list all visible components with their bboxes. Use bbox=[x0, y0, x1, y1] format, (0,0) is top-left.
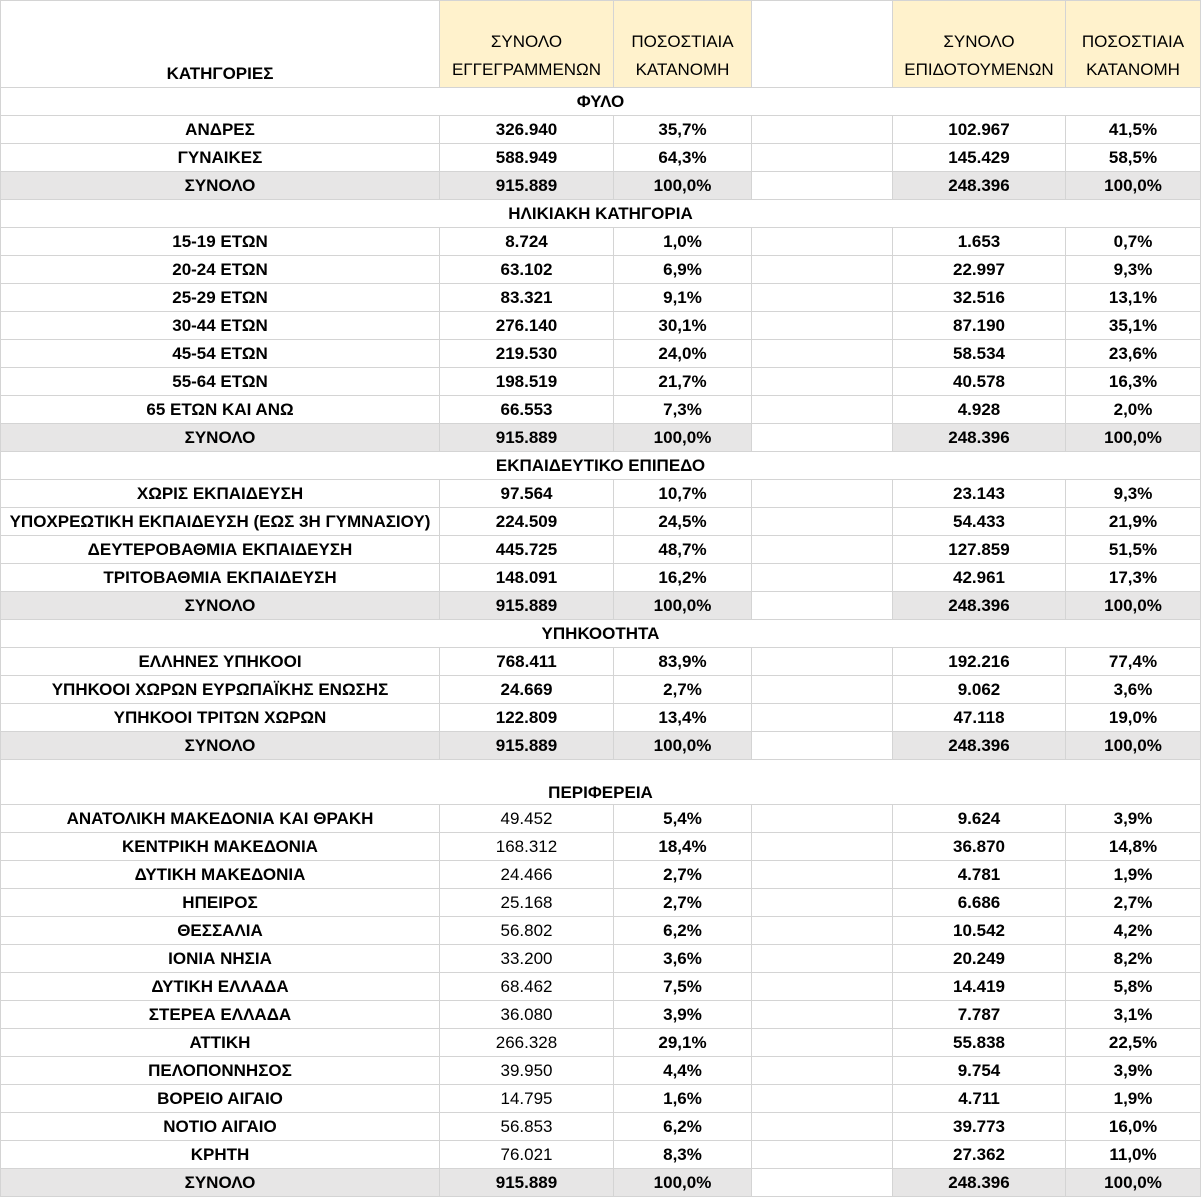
header-registered-total: ΣΥΝΟΛΟ ΕΓΓΕΓΡΑΜΜΕΝΩΝ bbox=[440, 1, 614, 88]
data-row bbox=[1, 805, 1201, 833]
data-row bbox=[1, 312, 1201, 340]
gap-cell bbox=[752, 1001, 893, 1029]
registered-count: 24.466 bbox=[440, 861, 614, 889]
subsidized-count: 55.838 bbox=[893, 1029, 1066, 1057]
row-label: ΔΥΤΙΚΗ ΕΛΛΑΔΑ bbox=[1, 973, 440, 1001]
subsidized-percent: 17,3% bbox=[1066, 564, 1201, 592]
subsidized-count: 145.429 bbox=[893, 144, 1066, 172]
gap-cell bbox=[752, 312, 893, 340]
data-row bbox=[1, 144, 1201, 172]
total-label: ΣΥΝΟΛΟ bbox=[1, 592, 440, 620]
registered-percent: 13,4% bbox=[614, 704, 752, 732]
registered-percent: 7,5% bbox=[614, 973, 752, 1001]
subsidized-percent: 58,5% bbox=[1066, 144, 1201, 172]
registered-percent: 7,3% bbox=[614, 396, 752, 424]
subsidized-percent: 77,4% bbox=[1066, 648, 1201, 676]
total-subsidized-percent: 100,0% bbox=[1066, 592, 1201, 620]
gap-cell bbox=[752, 368, 893, 396]
total-subsidized-percent: 100,0% bbox=[1066, 1169, 1201, 1197]
data-row bbox=[1, 564, 1201, 592]
row-label: ΘΕΣΣΑΛΙΑ bbox=[1, 917, 440, 945]
subsidized-percent: 14,8% bbox=[1066, 833, 1201, 861]
gap-cell bbox=[752, 805, 893, 833]
gap-cell bbox=[752, 1085, 893, 1113]
subsidized-count: 192.216 bbox=[893, 648, 1066, 676]
data-row bbox=[1, 648, 1201, 676]
subsidized-percent: 16,0% bbox=[1066, 1113, 1201, 1141]
registered-count: 49.452 bbox=[440, 805, 614, 833]
gap-cell bbox=[752, 1169, 893, 1197]
data-row bbox=[1, 1029, 1201, 1057]
subsidized-count: 4.781 bbox=[893, 861, 1066, 889]
section-title: ΥΠΗΚΟΟΤΗΤΑ bbox=[1, 620, 1201, 648]
registered-count: 588.949 bbox=[440, 144, 614, 172]
subsidized-count: 23.143 bbox=[893, 480, 1066, 508]
registered-percent: 83,9% bbox=[614, 648, 752, 676]
row-label: ΔΥΤΙΚΗ ΜΑΚΕΔΟΝΙΑ bbox=[1, 861, 440, 889]
registered-percent: 10,7% bbox=[614, 480, 752, 508]
total-subsidized-percent: 100,0% bbox=[1066, 424, 1201, 452]
data-row bbox=[1, 256, 1201, 284]
data-row bbox=[1, 1141, 1201, 1169]
total-label: ΣΥΝΟΛΟ bbox=[1, 424, 440, 452]
data-row bbox=[1, 340, 1201, 368]
subsidized-percent: 3,6% bbox=[1066, 676, 1201, 704]
registered-percent: 1,0% bbox=[614, 228, 752, 256]
row-label: ΒΟΡΕΙΟ ΑΙΓΑΙΟ bbox=[1, 1085, 440, 1113]
subsidized-count: 58.534 bbox=[893, 340, 1066, 368]
row-label: ΥΠΗΚΟΟΙ ΧΩΡΩΝ ΕΥΡΩΠΑΪΚΗΣ ΕΝΩΣΗΣ bbox=[1, 676, 440, 704]
registered-percent: 5,4% bbox=[614, 805, 752, 833]
subsidized-count: 9.754 bbox=[893, 1057, 1066, 1085]
gap-cell bbox=[752, 917, 893, 945]
data-row bbox=[1, 228, 1201, 256]
registered-percent: 1,6% bbox=[614, 1085, 752, 1113]
row-label: 45-54 ΕΤΩΝ bbox=[1, 340, 440, 368]
data-row bbox=[1, 1113, 1201, 1141]
subsidized-percent: 11,0% bbox=[1066, 1141, 1201, 1169]
registered-percent: 3,9% bbox=[614, 1001, 752, 1029]
subsidized-percent: 22,5% bbox=[1066, 1029, 1201, 1057]
total-row bbox=[1, 1169, 1201, 1197]
subsidized-count: 54.433 bbox=[893, 508, 1066, 536]
row-label: ΠΕΛΟΠΟΝΝΗΣΟΣ bbox=[1, 1057, 440, 1085]
registered-percent: 18,4% bbox=[614, 833, 752, 861]
subsidized-count: 102.967 bbox=[893, 116, 1066, 144]
row-label: ΑΝΑΤΟΛΙΚΗ ΜΑΚΕΔΟΝΙΑ ΚΑΙ ΘΡΑΚΗ bbox=[1, 805, 440, 833]
registered-count: 148.091 bbox=[440, 564, 614, 592]
total-row bbox=[1, 592, 1201, 620]
total-registered-percent: 100,0% bbox=[614, 732, 752, 760]
header-gap bbox=[752, 1, 893, 88]
subsidized-count: 9.062 bbox=[893, 676, 1066, 704]
row-label: 65 ΕΤΩΝ ΚΑΙ ΑΝΩ bbox=[1, 396, 440, 424]
row-label: ΑΝΔΡΕΣ bbox=[1, 116, 440, 144]
gap-cell bbox=[752, 732, 893, 760]
section-title: ΕΚΠΑΙΔΕΥΤΙΚΟ ΕΠΙΠΕΔΟ bbox=[1, 452, 1201, 480]
data-row bbox=[1, 396, 1201, 424]
data-row bbox=[1, 368, 1201, 396]
row-label: ΔΕΥΤΕΡΟΒΑΘΜΙΑ ΕΚΠΑΙΔΕΥΣΗ bbox=[1, 536, 440, 564]
subsidized-percent: 8,2% bbox=[1066, 945, 1201, 973]
subsidized-count: 40.578 bbox=[893, 368, 1066, 396]
subsidized-count: 20.249 bbox=[893, 945, 1066, 973]
data-row bbox=[1, 676, 1201, 704]
registered-percent: 48,7% bbox=[614, 536, 752, 564]
gap-cell bbox=[752, 116, 893, 144]
data-row bbox=[1, 116, 1201, 144]
data-row bbox=[1, 1001, 1201, 1029]
section-header-row bbox=[1, 760, 1201, 805]
registered-count: 56.853 bbox=[440, 1113, 614, 1141]
row-label: ΥΠΗΚΟΟΙ ΤΡΙΤΩΝ ΧΩΡΩΝ bbox=[1, 704, 440, 732]
subsidized-count: 1.653 bbox=[893, 228, 1066, 256]
subsidized-percent: 4,2% bbox=[1066, 917, 1201, 945]
row-label: 25-29 ΕΤΩΝ bbox=[1, 284, 440, 312]
gap-cell bbox=[752, 1113, 893, 1141]
total-registered-count: 915.889 bbox=[440, 172, 614, 200]
subsidized-count: 127.859 bbox=[893, 536, 1066, 564]
subsidized-count: 4.711 bbox=[893, 1085, 1066, 1113]
total-row bbox=[1, 732, 1201, 760]
data-row bbox=[1, 861, 1201, 889]
subsidized-percent: 51,5% bbox=[1066, 536, 1201, 564]
registered-percent: 24,0% bbox=[614, 340, 752, 368]
gap-cell bbox=[752, 508, 893, 536]
registered-count: 326.940 bbox=[440, 116, 614, 144]
row-label: ΑΤΤΙΚΗ bbox=[1, 1029, 440, 1057]
row-label: ΥΠΟΧΡΕΩΤΙΚΗ ΕΚΠΑΙΔΕΥΣΗ (ΕΩΣ 3Η ΓΥΜΝΑΣΙΟΥ) bbox=[1, 508, 440, 536]
gap-cell bbox=[752, 889, 893, 917]
gap-cell bbox=[752, 704, 893, 732]
registered-percent: 6,2% bbox=[614, 917, 752, 945]
row-label: ΤΡΙΤΟΒΑΘΜΙΑ ΕΚΠΑΙΔΕΥΣΗ bbox=[1, 564, 440, 592]
total-subsidized-count: 248.396 bbox=[893, 592, 1066, 620]
subsidized-count: 10.542 bbox=[893, 917, 1066, 945]
total-registered-percent: 100,0% bbox=[614, 1169, 752, 1197]
data-row bbox=[1, 1057, 1201, 1085]
section-header-row bbox=[1, 452, 1201, 480]
gap-cell bbox=[752, 144, 893, 172]
registered-count: 276.140 bbox=[440, 312, 614, 340]
subsidized-count: 7.787 bbox=[893, 1001, 1066, 1029]
registered-count: 219.530 bbox=[440, 340, 614, 368]
total-subsidized-count: 248.396 bbox=[893, 424, 1066, 452]
registered-count: 83.321 bbox=[440, 284, 614, 312]
row-label: ΣΤΕΡΕΑ ΕΛΛΑΔΑ bbox=[1, 1001, 440, 1029]
gap-cell bbox=[752, 592, 893, 620]
header-categories: ΚΑΤΗΓΟΡΙΕΣ bbox=[1, 1, 440, 88]
subsidized-percent: 3,9% bbox=[1066, 1057, 1201, 1085]
registered-percent: 35,7% bbox=[614, 116, 752, 144]
registered-count: 14.795 bbox=[440, 1085, 614, 1113]
total-row bbox=[1, 424, 1201, 452]
row-label: ΕΛΛΗΝΕΣ ΥΠΗΚΟΟΙ bbox=[1, 648, 440, 676]
registered-count: 76.021 bbox=[440, 1141, 614, 1169]
subsidized-percent: 3,9% bbox=[1066, 805, 1201, 833]
registered-percent: 6,2% bbox=[614, 1113, 752, 1141]
data-row bbox=[1, 508, 1201, 536]
subsidized-percent: 13,1% bbox=[1066, 284, 1201, 312]
registered-count: 63.102 bbox=[440, 256, 614, 284]
registered-count: 8.724 bbox=[440, 228, 614, 256]
registered-count: 97.564 bbox=[440, 480, 614, 508]
section-title: ΦΥΛΟ bbox=[1, 88, 1201, 116]
registered-percent: 30,1% bbox=[614, 312, 752, 340]
row-label: ΚΕΝΤΡΙΚΗ ΜΑΚΕΔΟΝΙΑ bbox=[1, 833, 440, 861]
registered-percent: 2,7% bbox=[614, 676, 752, 704]
total-subsidized-percent: 100,0% bbox=[1066, 732, 1201, 760]
registered-count: 24.669 bbox=[440, 676, 614, 704]
subsidized-percent: 35,1% bbox=[1066, 312, 1201, 340]
subsidized-percent: 9,3% bbox=[1066, 256, 1201, 284]
subsidized-count: 6.686 bbox=[893, 889, 1066, 917]
subsidized-count: 87.190 bbox=[893, 312, 1066, 340]
subsidized-count: 36.870 bbox=[893, 833, 1066, 861]
header-row bbox=[1, 1, 1201, 88]
registered-percent: 4,4% bbox=[614, 1057, 752, 1085]
registered-count: 198.519 bbox=[440, 368, 614, 396]
registered-percent: 64,3% bbox=[614, 144, 752, 172]
row-label: ΧΩΡΙΣ ΕΚΠΑΙΔΕΥΣΗ bbox=[1, 480, 440, 508]
total-registered-count: 915.889 bbox=[440, 1169, 614, 1197]
registered-percent: 24,5% bbox=[614, 508, 752, 536]
subsidized-percent: 1,9% bbox=[1066, 861, 1201, 889]
registered-percent: 8,3% bbox=[614, 1141, 752, 1169]
data-row bbox=[1, 889, 1201, 917]
registered-count: 33.200 bbox=[440, 945, 614, 973]
total-subsidized-percent: 100,0% bbox=[1066, 172, 1201, 200]
registered-percent: 6,9% bbox=[614, 256, 752, 284]
gap-cell bbox=[752, 340, 893, 368]
registered-count: 168.312 bbox=[440, 833, 614, 861]
total-registered-percent: 100,0% bbox=[614, 172, 752, 200]
registered-percent: 2,7% bbox=[614, 889, 752, 917]
registered-count: 36.080 bbox=[440, 1001, 614, 1029]
data-row bbox=[1, 973, 1201, 1001]
registered-count: 56.802 bbox=[440, 917, 614, 945]
header-subsidized-total: ΣΥΝΟΛΟ ΕΠΙΔΟΤΟΥΜΕΝΩΝ bbox=[893, 1, 1066, 88]
registered-percent: 29,1% bbox=[614, 1029, 752, 1057]
gap-cell bbox=[752, 228, 893, 256]
registered-percent: 3,6% bbox=[614, 945, 752, 973]
registered-percent: 2,7% bbox=[614, 861, 752, 889]
registered-count: 266.328 bbox=[440, 1029, 614, 1057]
total-subsidized-count: 248.396 bbox=[893, 172, 1066, 200]
header-subsidized-pct: ΠΟΣΟΣΤΙΑΙΑ ΚΑΤΑΝΟΜΗ bbox=[1066, 1, 1201, 88]
gap-cell bbox=[752, 1057, 893, 1085]
subsidized-count: 42.961 bbox=[893, 564, 1066, 592]
registered-count: 39.950 bbox=[440, 1057, 614, 1085]
row-label: 15-19 ΕΤΩΝ bbox=[1, 228, 440, 256]
registered-count: 68.462 bbox=[440, 973, 614, 1001]
gap-cell bbox=[752, 1141, 893, 1169]
subsidized-percent: 1,9% bbox=[1066, 1085, 1201, 1113]
subsidized-count: 27.362 bbox=[893, 1141, 1066, 1169]
total-registered-count: 915.889 bbox=[440, 424, 614, 452]
gap-cell bbox=[752, 833, 893, 861]
subsidized-percent: 23,6% bbox=[1066, 340, 1201, 368]
data-row bbox=[1, 917, 1201, 945]
gap-cell bbox=[752, 172, 893, 200]
total-registered-count: 915.889 bbox=[440, 732, 614, 760]
subsidized-percent: 2,7% bbox=[1066, 889, 1201, 917]
subsidized-count: 9.624 bbox=[893, 805, 1066, 833]
total-registered-percent: 100,0% bbox=[614, 424, 752, 452]
subsidized-percent: 2,0% bbox=[1066, 396, 1201, 424]
registered-percent: 16,2% bbox=[614, 564, 752, 592]
gap-cell bbox=[752, 480, 893, 508]
subsidized-percent: 21,9% bbox=[1066, 508, 1201, 536]
registered-count: 224.509 bbox=[440, 508, 614, 536]
subsidized-percent: 16,3% bbox=[1066, 368, 1201, 396]
row-label: ΚΡΗΤΗ bbox=[1, 1141, 440, 1169]
registered-count: 25.168 bbox=[440, 889, 614, 917]
row-label: 20-24 ΕΤΩΝ bbox=[1, 256, 440, 284]
section-header-row bbox=[1, 200, 1201, 228]
subsidized-count: 14.419 bbox=[893, 973, 1066, 1001]
total-label: ΣΥΝΟΛΟ bbox=[1, 732, 440, 760]
total-registered-count: 915.889 bbox=[440, 592, 614, 620]
total-label: ΣΥΝΟΛΟ bbox=[1, 172, 440, 200]
registered-count: 445.725 bbox=[440, 536, 614, 564]
registered-count: 122.809 bbox=[440, 704, 614, 732]
subsidized-percent: 9,3% bbox=[1066, 480, 1201, 508]
data-row bbox=[1, 704, 1201, 732]
gap-cell bbox=[752, 648, 893, 676]
row-label: ΝΟΤΙΟ ΑΙΓΑΙΟ bbox=[1, 1113, 440, 1141]
gap-cell bbox=[752, 256, 893, 284]
subsidized-percent: 19,0% bbox=[1066, 704, 1201, 732]
total-label: ΣΥΝΟΛΟ bbox=[1, 1169, 440, 1197]
subsidized-count: 32.516 bbox=[893, 284, 1066, 312]
data-row bbox=[1, 480, 1201, 508]
registered-count: 66.553 bbox=[440, 396, 614, 424]
total-subsidized-count: 248.396 bbox=[893, 1169, 1066, 1197]
registered-percent: 21,7% bbox=[614, 368, 752, 396]
total-subsidized-count: 248.396 bbox=[893, 732, 1066, 760]
subsidized-count: 47.118 bbox=[893, 704, 1066, 732]
total-registered-percent: 100,0% bbox=[614, 592, 752, 620]
subsidized-count: 4.928 bbox=[893, 396, 1066, 424]
row-label: ΓΥΝΑΙΚΕΣ bbox=[1, 144, 440, 172]
section-header-row bbox=[1, 620, 1201, 648]
row-label: ΗΠΕΙΡΟΣ bbox=[1, 889, 440, 917]
subsidized-count: 22.997 bbox=[893, 256, 1066, 284]
gap-cell bbox=[752, 284, 893, 312]
data-row bbox=[1, 284, 1201, 312]
data-row bbox=[1, 536, 1201, 564]
subsidized-percent: 5,8% bbox=[1066, 973, 1201, 1001]
gap-cell bbox=[752, 1029, 893, 1057]
gap-cell bbox=[752, 676, 893, 704]
data-row bbox=[1, 833, 1201, 861]
gap-cell bbox=[752, 861, 893, 889]
row-label: 55-64 ΕΤΩΝ bbox=[1, 368, 440, 396]
gap-cell bbox=[752, 973, 893, 1001]
data-row bbox=[1, 1085, 1201, 1113]
total-row bbox=[1, 172, 1201, 200]
gap-cell bbox=[752, 564, 893, 592]
gap-cell bbox=[752, 536, 893, 564]
row-label: ΙΟΝΙΑ ΝΗΣΙΑ bbox=[1, 945, 440, 973]
row-label: 30-44 ΕΤΩΝ bbox=[1, 312, 440, 340]
gap-cell bbox=[752, 396, 893, 424]
section-header-row bbox=[1, 88, 1201, 116]
subsidized-percent: 41,5% bbox=[1066, 116, 1201, 144]
subsidized-percent: 3,1% bbox=[1066, 1001, 1201, 1029]
subsidized-count: 39.773 bbox=[893, 1113, 1066, 1141]
gap-cell bbox=[752, 424, 893, 452]
data-row bbox=[1, 945, 1201, 973]
header-registered-pct: ΠΟΣΟΣΤΙΑΙΑ ΚΑΤΑΝΟΜΗ bbox=[614, 1, 752, 88]
registered-count: 768.411 bbox=[440, 648, 614, 676]
subsidized-percent: 0,7% bbox=[1066, 228, 1201, 256]
registered-percent: 9,1% bbox=[614, 284, 752, 312]
gap-cell bbox=[752, 945, 893, 973]
section-title: ΗΛΙΚΙΑΚΗ ΚΑΤΗΓΟΡΙΑ bbox=[1, 200, 1201, 228]
section-title: ΠΕΡΙΦΕΡΕΙΑ bbox=[1, 760, 1201, 805]
